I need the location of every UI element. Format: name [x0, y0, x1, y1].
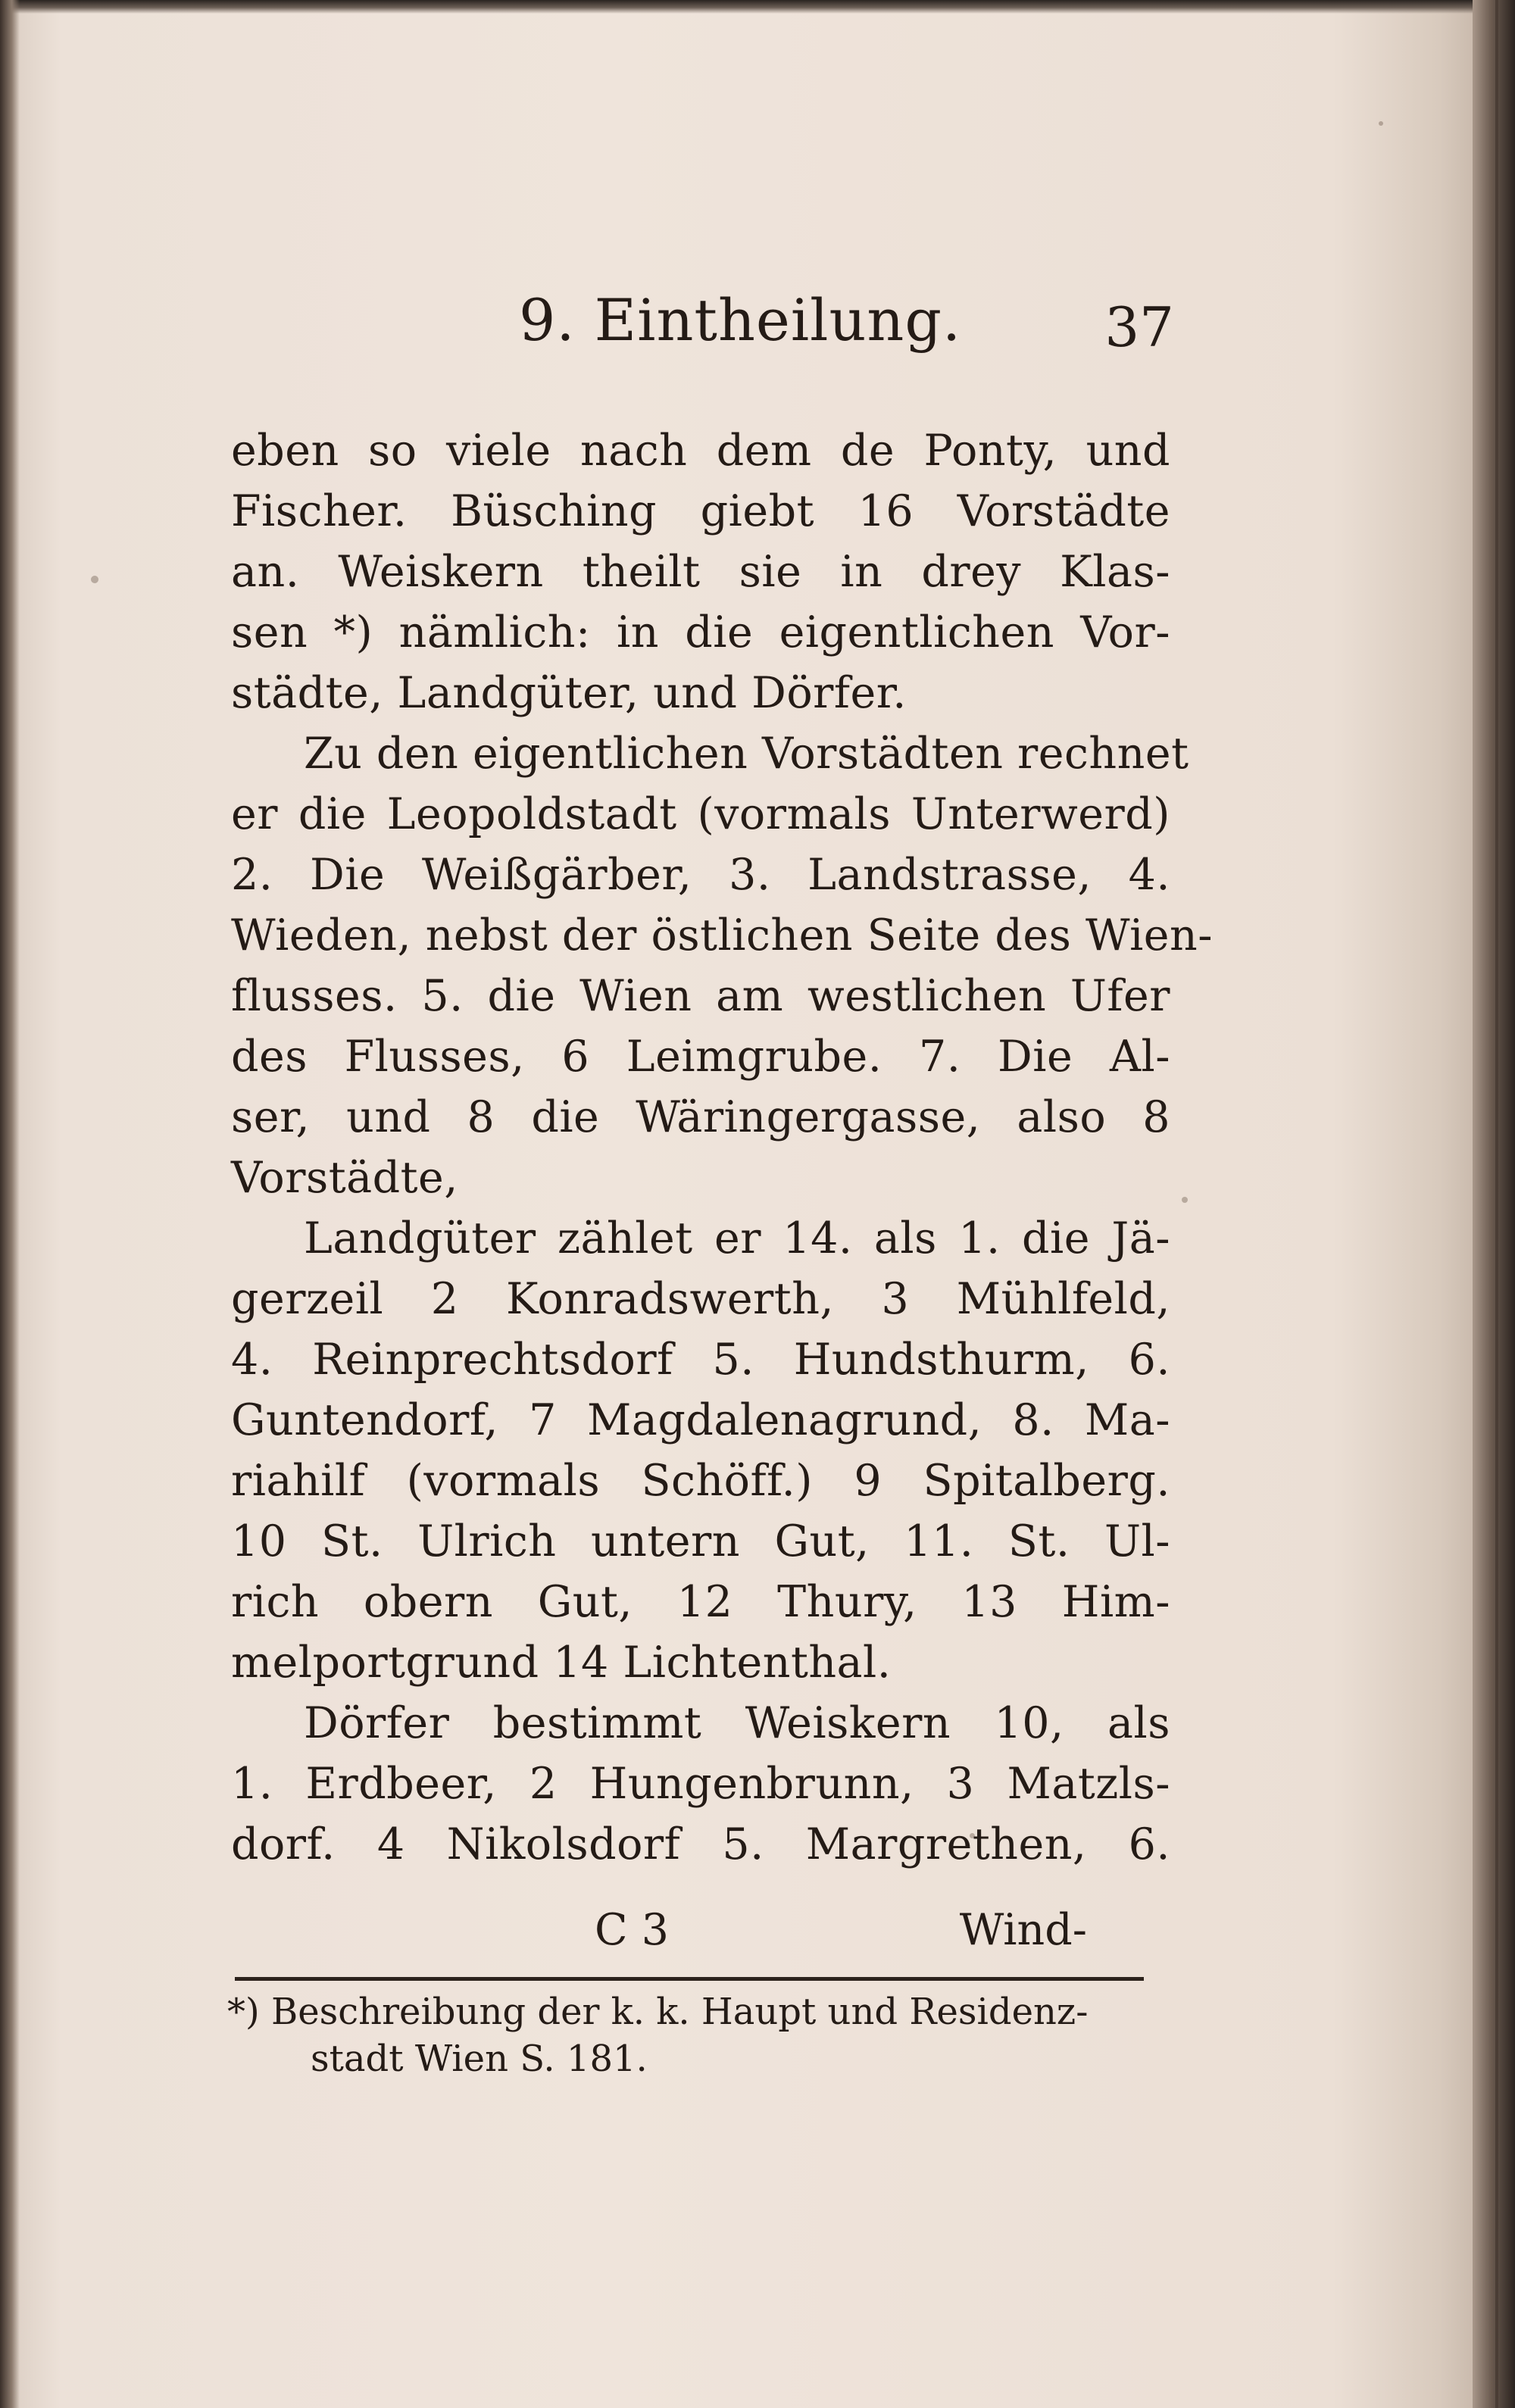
footnote-line: *) Beschreibung der k. k. Haupt und Residenz-: [227, 1991, 1089, 2033]
running-head: 9. Eintheilung.: [519, 286, 962, 354]
text-line: riahilf (vormals Schöff.) 9 Spitalberg.: [231, 1456, 1170, 1506]
catchword: Wind-: [959, 1905, 1087, 1955]
text-line: Landgüter zählet er 14. als 1. die Jä-: [304, 1213, 1170, 1263]
text-line: Dörfer bestimmt Weiskern 10, als: [304, 1698, 1170, 1748]
footnote-line: stadt Wien S. 181.: [311, 2038, 648, 2080]
text-line: dorf. 4 Nikolsdorf 5. Margrethen, 6.: [231, 1819, 1170, 1869]
text-line: melportgrund 14 Lichtenthal.: [231, 1638, 892, 1688]
text-line: städte, Landgüter, und Dörfer.: [231, 668, 907, 718]
binding-gutter: [0, 0, 20, 2408]
text-line: 1. Erdbeer, 2 Hungenbrunn, 3 Matzls-: [231, 1759, 1170, 1809]
signature-mark: C 3: [595, 1905, 669, 1955]
text-line: ser, und 8 die Wäringergasse, also 8: [231, 1092, 1170, 1142]
paper-speck: [91, 576, 98, 583]
page-number: 37: [1104, 295, 1174, 359]
page-header: [242, 273, 1174, 371]
text-line: Fischer. Büsching giebt 16 Vorstädte: [231, 486, 1170, 536]
text-line: Vorstädte,: [231, 1153, 458, 1203]
text-line: des Flusses, 6 Leimgrube. 7. Die Al-: [231, 1032, 1170, 1082]
text-line: an. Weiskern theilt sie in drey Klas-: [231, 547, 1170, 597]
catch-line: [231, 1905, 1087, 1966]
text-line: 2. Die Weißgärber, 3. Landstrasse, 4.: [231, 850, 1170, 900]
footnote-rule: [235, 1977, 1144, 1981]
text-line: eben so viele nach dem de Ponty, und: [231, 426, 1170, 476]
text-line: 10 St. Ulrich untern Gut, 11. St. Ul-: [231, 1516, 1170, 1566]
text-line: er die Leopoldstadt (vormals Unterwerd): [231, 789, 1170, 839]
page-edge: [1473, 0, 1515, 2408]
text-line: flusses. 5. die Wien am westlichen Ufer: [231, 971, 1170, 1021]
text-line: sen *) nämlich: in die eigentlichen Vor-: [231, 607, 1170, 657]
paper-speck: [1182, 1197, 1188, 1203]
text-line: rich obern Gut, 12 Thury, 13 Him-: [231, 1577, 1170, 1627]
paper-speck: [1379, 121, 1383, 126]
text-line: Guntendorf, 7 Magdalenagrund, 8. Ma-: [231, 1395, 1170, 1445]
text-line: Wieden, nebst der östlichen Seite des Wien-: [231, 910, 1214, 960]
text-line: Zu den eigentlichen Vorstädten rechnet: [304, 729, 1189, 779]
top-page-shadow: [0, 0, 1515, 14]
page-edge-line: [1495, 0, 1498, 2408]
body-text: [231, 420, 1214, 1875]
footnote: [227, 1988, 1174, 2082]
text-line: 4. Reinprechtsdorf 5. Hundsthurm, 6.: [231, 1335, 1170, 1385]
text-line: gerzeil 2 Konradswerth, 3 Mühlfeld,: [231, 1274, 1170, 1324]
